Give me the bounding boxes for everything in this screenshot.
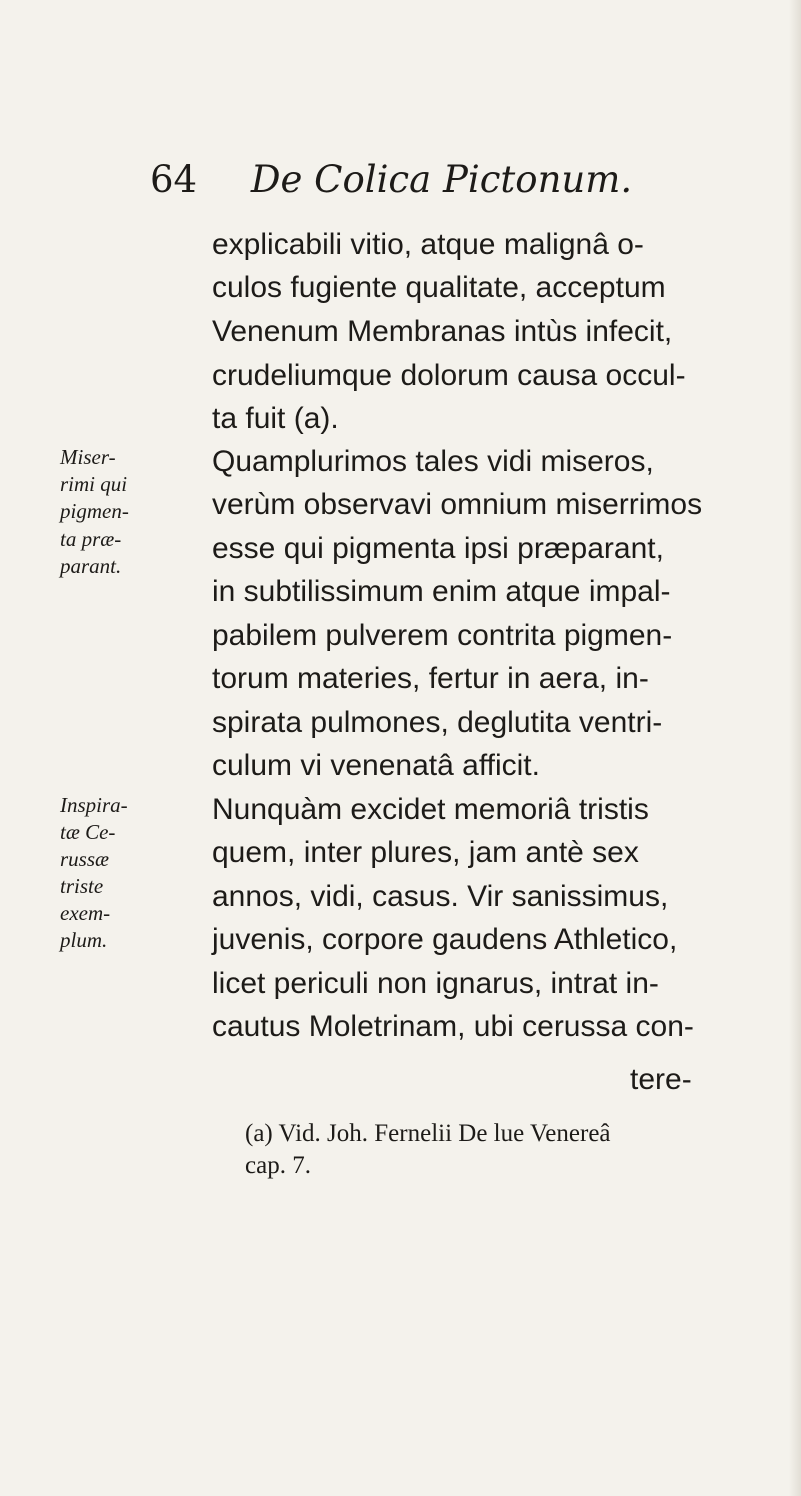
margin-note-line: ta præ-: [60, 527, 122, 551]
margin-note-line: russæ: [60, 847, 110, 871]
running-title: De Colica Pictonum.: [250, 158, 633, 201]
catchword: tere-: [630, 1063, 692, 1096]
body-line: in subtilissimum enim atque impal-: [212, 575, 671, 608]
body-line: annos, vidi, casus. Vir sanissimus,: [212, 880, 669, 913]
body-line: juvenis, corpore gaudens Athletico,: [212, 923, 678, 956]
body-line: explicabili vitio, atque malignâ o-: [212, 228, 644, 261]
body-line: Nunquàm excidet memoriâ tristis: [212, 793, 649, 826]
margin-note-line: rimi qui: [60, 472, 128, 496]
body-line: torum materies, fertur in aera, in-: [212, 662, 649, 695]
margin-note-line: exem-: [60, 901, 111, 925]
margin-note-line: Inspira-: [60, 793, 128, 817]
footnote-line: (a) Vid. Joh. Fernelii De lue Venereâ: [245, 1120, 611, 1147]
body-line: verùm observavi omnium miserrimos: [212, 488, 703, 521]
body-line: pabilem pulverem contrita pigmen-: [212, 619, 673, 652]
margin-note-line: tæ Ce-: [60, 820, 116, 844]
running-header: [150, 158, 670, 208]
margin-note-line: Miser-: [60, 445, 116, 469]
margin-note-line: plum.: [60, 928, 108, 952]
body-line: crudeliumque dolorum causa occul-: [212, 359, 686, 392]
margin-note-line: triste: [60, 874, 104, 898]
body-line: culum vi venenatâ afficit.: [212, 749, 540, 782]
body-line: ta fuit (a).: [212, 402, 339, 435]
margin-note-line: parant.: [60, 554, 122, 578]
body-line: culos fugiente qualitate, acceptum: [212, 271, 666, 304]
margin-note-line: pigmen-: [60, 499, 129, 523]
footnote-line: cap. 7.: [245, 1152, 311, 1179]
body-line: Quamplurimos tales vidi miseros,: [212, 445, 654, 478]
body-line: esse qui pigmenta ipsi præparant,: [212, 532, 664, 565]
body-line: spirata pulmones, deglutita ventri-: [212, 706, 663, 739]
body-line: Venenum Membranas intùs infecit,: [212, 315, 673, 348]
page-edge-shadow: [789, 0, 801, 1496]
body-line: cautus Moletrinam, ubi cerussa con-: [212, 1010, 694, 1043]
page-number: 64: [150, 158, 198, 201]
body-line: quem, inter plures, jam antè sex: [212, 836, 639, 869]
body-line: licet periculi non ignarus, intrat in-: [212, 967, 659, 1000]
